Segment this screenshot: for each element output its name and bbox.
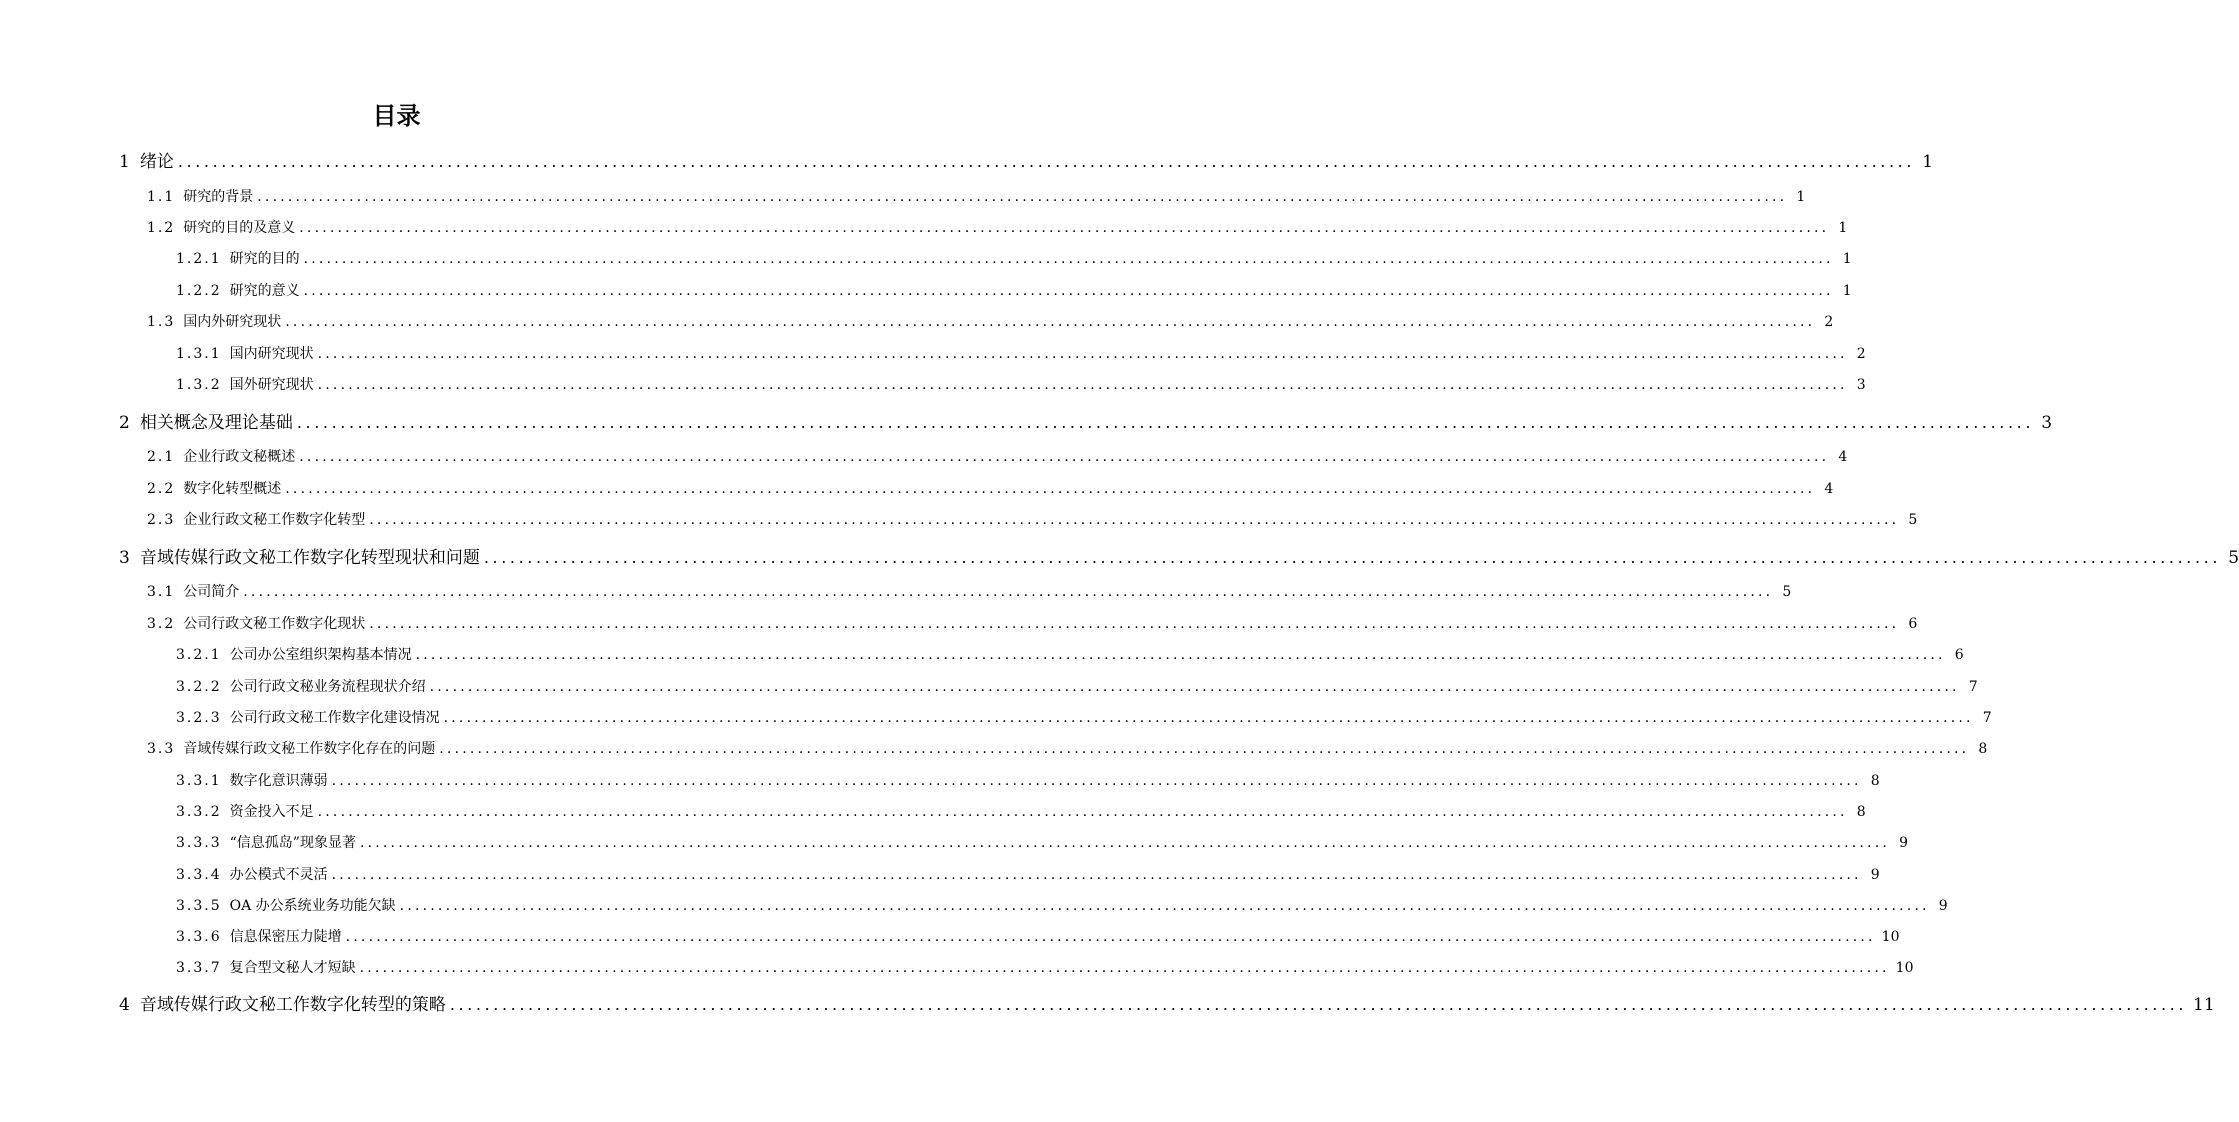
toc-entry-text: 公司行政文秘工作数字化现状 — [183, 616, 366, 632]
toc-entry-text: 办公模式不灵活 — [229, 867, 328, 883]
toc-leader-dots: ........................................................................................................................................................................................................ — [483, 548, 2222, 567]
toc-entry-text: 企业行政文秘概述 — [183, 449, 296, 465]
toc-entry-text: 公司办公室组织架构基本情况 — [229, 647, 412, 663]
toc-entry-number: 3.3.1 — [176, 773, 222, 789]
toc-entry-label — [176, 896, 400, 916]
toc-entry[interactable] — [147, 475, 1834, 499]
toc-entry-page: 5 — [1782, 584, 1792, 600]
toc-entry-text: 相关概念及理论基础 — [139, 413, 293, 433]
toc-entry-number: 1.2.2 — [176, 283, 222, 299]
toc-entry[interactable] — [176, 861, 1880, 885]
toc-leader-dots: ........................................................................................................................................................................................................ — [369, 616, 1900, 632]
toc-entry-number: 3 — [119, 548, 130, 568]
toc-entry-page: 7 — [1982, 710, 1992, 726]
toc-entry-page: 5 — [2228, 548, 2239, 568]
toc-entry-label — [147, 739, 439, 759]
toc-leader-dots: ........................................................................................................................................................................................................ — [317, 346, 1848, 362]
toc-entry-number: 3.3.7 — [176, 960, 222, 976]
toc-entry-page: 4 — [1824, 481, 1834, 497]
toc-entry-text: 公司行政文秘工作数字化建设情况 — [229, 710, 440, 726]
toc-entry-number: 3.3 — [147, 741, 176, 757]
toc-leader-dots: ........................................................................................................................................................................................................ — [429, 679, 1960, 695]
toc-entry-text: 音域传媒行政文秘工作数字化转型的策略 — [139, 995, 446, 1015]
toc-entry-label — [176, 281, 304, 301]
toc-entry[interactable] — [176, 829, 1908, 853]
toc-entry-number: 3.3.5 — [176, 898, 222, 914]
toc-leader-dots: ........................................................................................................................................................................................................ — [257, 189, 1788, 205]
toc-entry[interactable] — [147, 578, 1792, 602]
toc-entry-number: 3.3.4 — [176, 867, 222, 883]
toc-entry-label — [176, 645, 416, 665]
toc-entry-label — [176, 708, 444, 728]
toc-leader-dots: ........................................................................................................................................................................................................ — [443, 710, 1974, 726]
toc-entry-page: 1 — [1796, 189, 1806, 205]
toc-entry-label — [119, 151, 178, 173]
toc-leader-dots: ........................................................................................................................................................................................................ — [177, 152, 1916, 171]
toc-entry-text: 音域传媒行政文秘工作数字化存在的问题 — [183, 741, 436, 757]
toc-entry-text: 研究的背景 — [183, 189, 254, 205]
toc-entry-page: 10 — [1895, 960, 1914, 976]
toc-entry-number: 1.3.2 — [176, 377, 222, 393]
toc-entry-page: 3 — [1856, 377, 1866, 393]
toc-entry-label — [119, 994, 450, 1016]
toc-entry[interactable] — [147, 443, 1848, 467]
toc-entry-text: 公司行政文秘业务流程现状介绍 — [229, 679, 426, 695]
toc-leader-dots: ........................................................................................................................................................................................................ — [399, 898, 1930, 914]
toc-entry-label — [176, 927, 346, 947]
toc-entry[interactable] — [147, 308, 1834, 332]
toc-entry-page: 3 — [2041, 413, 2053, 433]
toc-leader-dots: ........................................................................................................................................................................................................ — [439, 741, 1970, 757]
toc-entry[interactable] — [176, 371, 1866, 395]
toc-entry-page: 9 — [1870, 867, 1880, 883]
toc-entry-number: 1 — [119, 152, 130, 172]
toc-leader-dots: ........................................................................................................................................................................................................ — [415, 647, 1946, 663]
toc-entry[interactable] — [176, 923, 1900, 947]
toc-leader-dots: ........................................................................................................................................................................................................ — [369, 512, 1900, 528]
toc-entry-page: 1 — [1842, 251, 1852, 267]
toc-entry[interactable] — [119, 990, 2215, 1016]
toc-entry-text: 数字化意识薄弱 — [229, 773, 328, 789]
toc-entry-number: 3.2.2 — [176, 679, 222, 695]
toc-entry-label — [147, 614, 369, 634]
toc-leader-dots: ........................................................................................................................................................................................................ — [345, 929, 1876, 945]
toc-entry[interactable] — [147, 735, 1988, 759]
toc-entry-page: 2 — [1824, 314, 1834, 330]
toc-leader-dots: ........................................................................................................................................................................................................ — [285, 314, 1816, 330]
toc-entry-page: 8 — [1856, 804, 1866, 820]
toc-entry[interactable] — [119, 543, 2239, 569]
toc-entry-page: 8 — [1870, 773, 1880, 789]
toc-leader-dots: ........................................................................................................................................................................................................ — [285, 481, 1816, 497]
toc-entry-page: 7 — [1968, 679, 1978, 695]
toc-entry[interactable] — [176, 340, 1866, 364]
toc-entry-text: 国内研究现状 — [229, 346, 314, 362]
toc-entry-number: 2.2 — [147, 481, 176, 497]
toc-entry-page: 11 — [2193, 995, 2215, 1015]
toc-entry-page: 6 — [1954, 647, 1964, 663]
toc-entry-number: 3.1 — [147, 584, 176, 600]
toc-entry-label — [147, 218, 299, 238]
toc-entry-label — [147, 187, 257, 207]
toc-entry-text: 国外研究现状 — [229, 377, 314, 393]
toc-entry[interactable] — [176, 277, 1852, 301]
toc-entry-number: 2.1 — [147, 449, 176, 465]
toc-leader-dots: ........................................................................................................................................................................................................ — [449, 995, 2188, 1014]
toc-entry-text: “信息孤岛”现象显著 — [229, 835, 356, 851]
toc-entry-label — [176, 958, 360, 978]
toc-leader-dots: ........................................................................................................................................................................................................ — [303, 283, 1834, 299]
toc-entry-text: 国内外研究现状 — [183, 314, 282, 330]
toc-entry[interactable] — [176, 892, 1948, 916]
toc-leader-dots: ........................................................................................................................................................................................................ — [296, 413, 2035, 432]
toc-entry-number: 3.3.2 — [176, 804, 222, 820]
toc-entry-number: 3.3.3 — [176, 835, 222, 851]
toc-leader-dots: ........................................................................................................................................................................................................ — [243, 584, 1774, 600]
toc-entry-text: 企业行政文秘工作数字化转型 — [183, 512, 366, 528]
toc-entry-text: 数字化转型概述 — [183, 481, 282, 497]
toc-entry-page: 6 — [1908, 616, 1918, 632]
toc-entry-text: 公司简介 — [183, 584, 240, 600]
toc-leader-dots: ........................................................................................................................................................................................................ — [359, 960, 1890, 976]
toc-entry[interactable] — [176, 641, 1964, 665]
toc-entry-label — [119, 547, 484, 569]
toc-entry[interactable] — [147, 610, 1918, 634]
toc-entry-number: 4 — [119, 995, 130, 1015]
toc-entry[interactable] — [119, 147, 1934, 173]
toc-entry-label — [147, 447, 299, 467]
toc-entry-text: OA 办公系统业务功能欠缺 — [229, 898, 396, 914]
toc-entry-page: 2 — [1856, 346, 1866, 362]
toc-entry-page: 1 — [1838, 220, 1848, 236]
toc-entry-text: 研究的目的 — [229, 251, 300, 267]
toc-title: 目录 — [372, 102, 421, 130]
toc-entry-label — [147, 582, 243, 602]
toc-entry-number: 1.1 — [147, 189, 176, 205]
toc-entry-number: 3.3.6 — [176, 929, 222, 945]
toc-entry-number: 3.2.1 — [176, 647, 222, 663]
toc-leader-dots: ........................................................................................................................................................................................................ — [303, 251, 1834, 267]
toc-entry-label — [176, 833, 360, 853]
toc-leader-dots: ........................................................................................................................................................................................................ — [359, 835, 1890, 851]
toc-entry-number: 3.2 — [147, 616, 176, 632]
toc-entry-label — [176, 802, 318, 822]
toc-leader-dots: ........................................................................................................................................................................................................ — [317, 377, 1848, 393]
toc-entry-label — [176, 249, 304, 269]
toc-entry-label — [147, 312, 285, 332]
toc-entry-label — [176, 677, 430, 697]
toc-entry[interactable] — [147, 214, 1848, 238]
toc-entry-page: 1 — [1922, 152, 1934, 172]
toc-entry-text: 绪论 — [139, 152, 174, 172]
toc-entry-number: 1.2.1 — [176, 251, 222, 267]
toc-entry-label — [147, 479, 285, 499]
toc-entry-number: 1.2 — [147, 220, 176, 236]
toc-entry-number: 1.3 — [147, 314, 176, 330]
toc-entry[interactable] — [176, 954, 1914, 978]
toc-entry-text: 研究的目的及意义 — [183, 220, 296, 236]
toc-leader-dots: ........................................................................................................................................................................................................ — [299, 220, 1830, 236]
toc-leader-dots: ........................................................................................................................................................................................................ — [331, 867, 1862, 883]
toc-entry-number: 1.3.1 — [176, 346, 222, 362]
toc-entry-page: 9 — [1938, 898, 1948, 914]
toc-entry-label — [119, 412, 297, 434]
toc-entry[interactable] — [147, 506, 1918, 530]
toc-entry-label — [176, 375, 318, 395]
toc-entry-text: 信息保密压力陡增 — [229, 929, 342, 945]
toc-leader-dots: ........................................................................................................................................................................................................ — [299, 449, 1830, 465]
toc-entry-label — [147, 510, 369, 530]
toc-entry-number: 2.3 — [147, 512, 176, 528]
toc-entry-number: 3.2.3 — [176, 710, 222, 726]
toc-entry-page: 5 — [1908, 512, 1918, 528]
toc-leader-dots: ........................................................................................................................................................................................................ — [317, 804, 1848, 820]
toc-entry[interactable] — [147, 183, 1806, 207]
toc-entry-text: 复合型文秘人才短缺 — [229, 960, 356, 976]
toc-entry-label — [176, 865, 332, 885]
toc-entry-text: 研究的意义 — [229, 283, 300, 299]
toc-entry[interactable] — [176, 704, 1992, 728]
toc-entry[interactable] — [119, 408, 2053, 434]
toc-entry-page: 4 — [1838, 449, 1848, 465]
toc-entry[interactable] — [176, 767, 1880, 791]
toc-entry-page: 10 — [1881, 929, 1900, 945]
toc-entry[interactable] — [176, 245, 1852, 269]
toc-leader-dots: ........................................................................................................................................................................................................ — [331, 773, 1862, 789]
toc-entry-number: 2 — [119, 413, 130, 433]
toc-entry[interactable] — [176, 673, 1978, 697]
toc-entry-page: 9 — [1899, 835, 1908, 851]
toc-entry-page: 8 — [1978, 741, 1988, 757]
toc-entry-page: 1 — [1842, 283, 1852, 299]
toc-entry-text: 资金投入不足 — [229, 804, 314, 820]
toc-entry-label — [176, 771, 332, 791]
toc-entry-label — [176, 344, 318, 364]
toc-entry[interactable] — [176, 798, 1866, 822]
toc-entry-text: 音域传媒行政文秘工作数字化转型现状和问题 — [139, 548, 480, 568]
